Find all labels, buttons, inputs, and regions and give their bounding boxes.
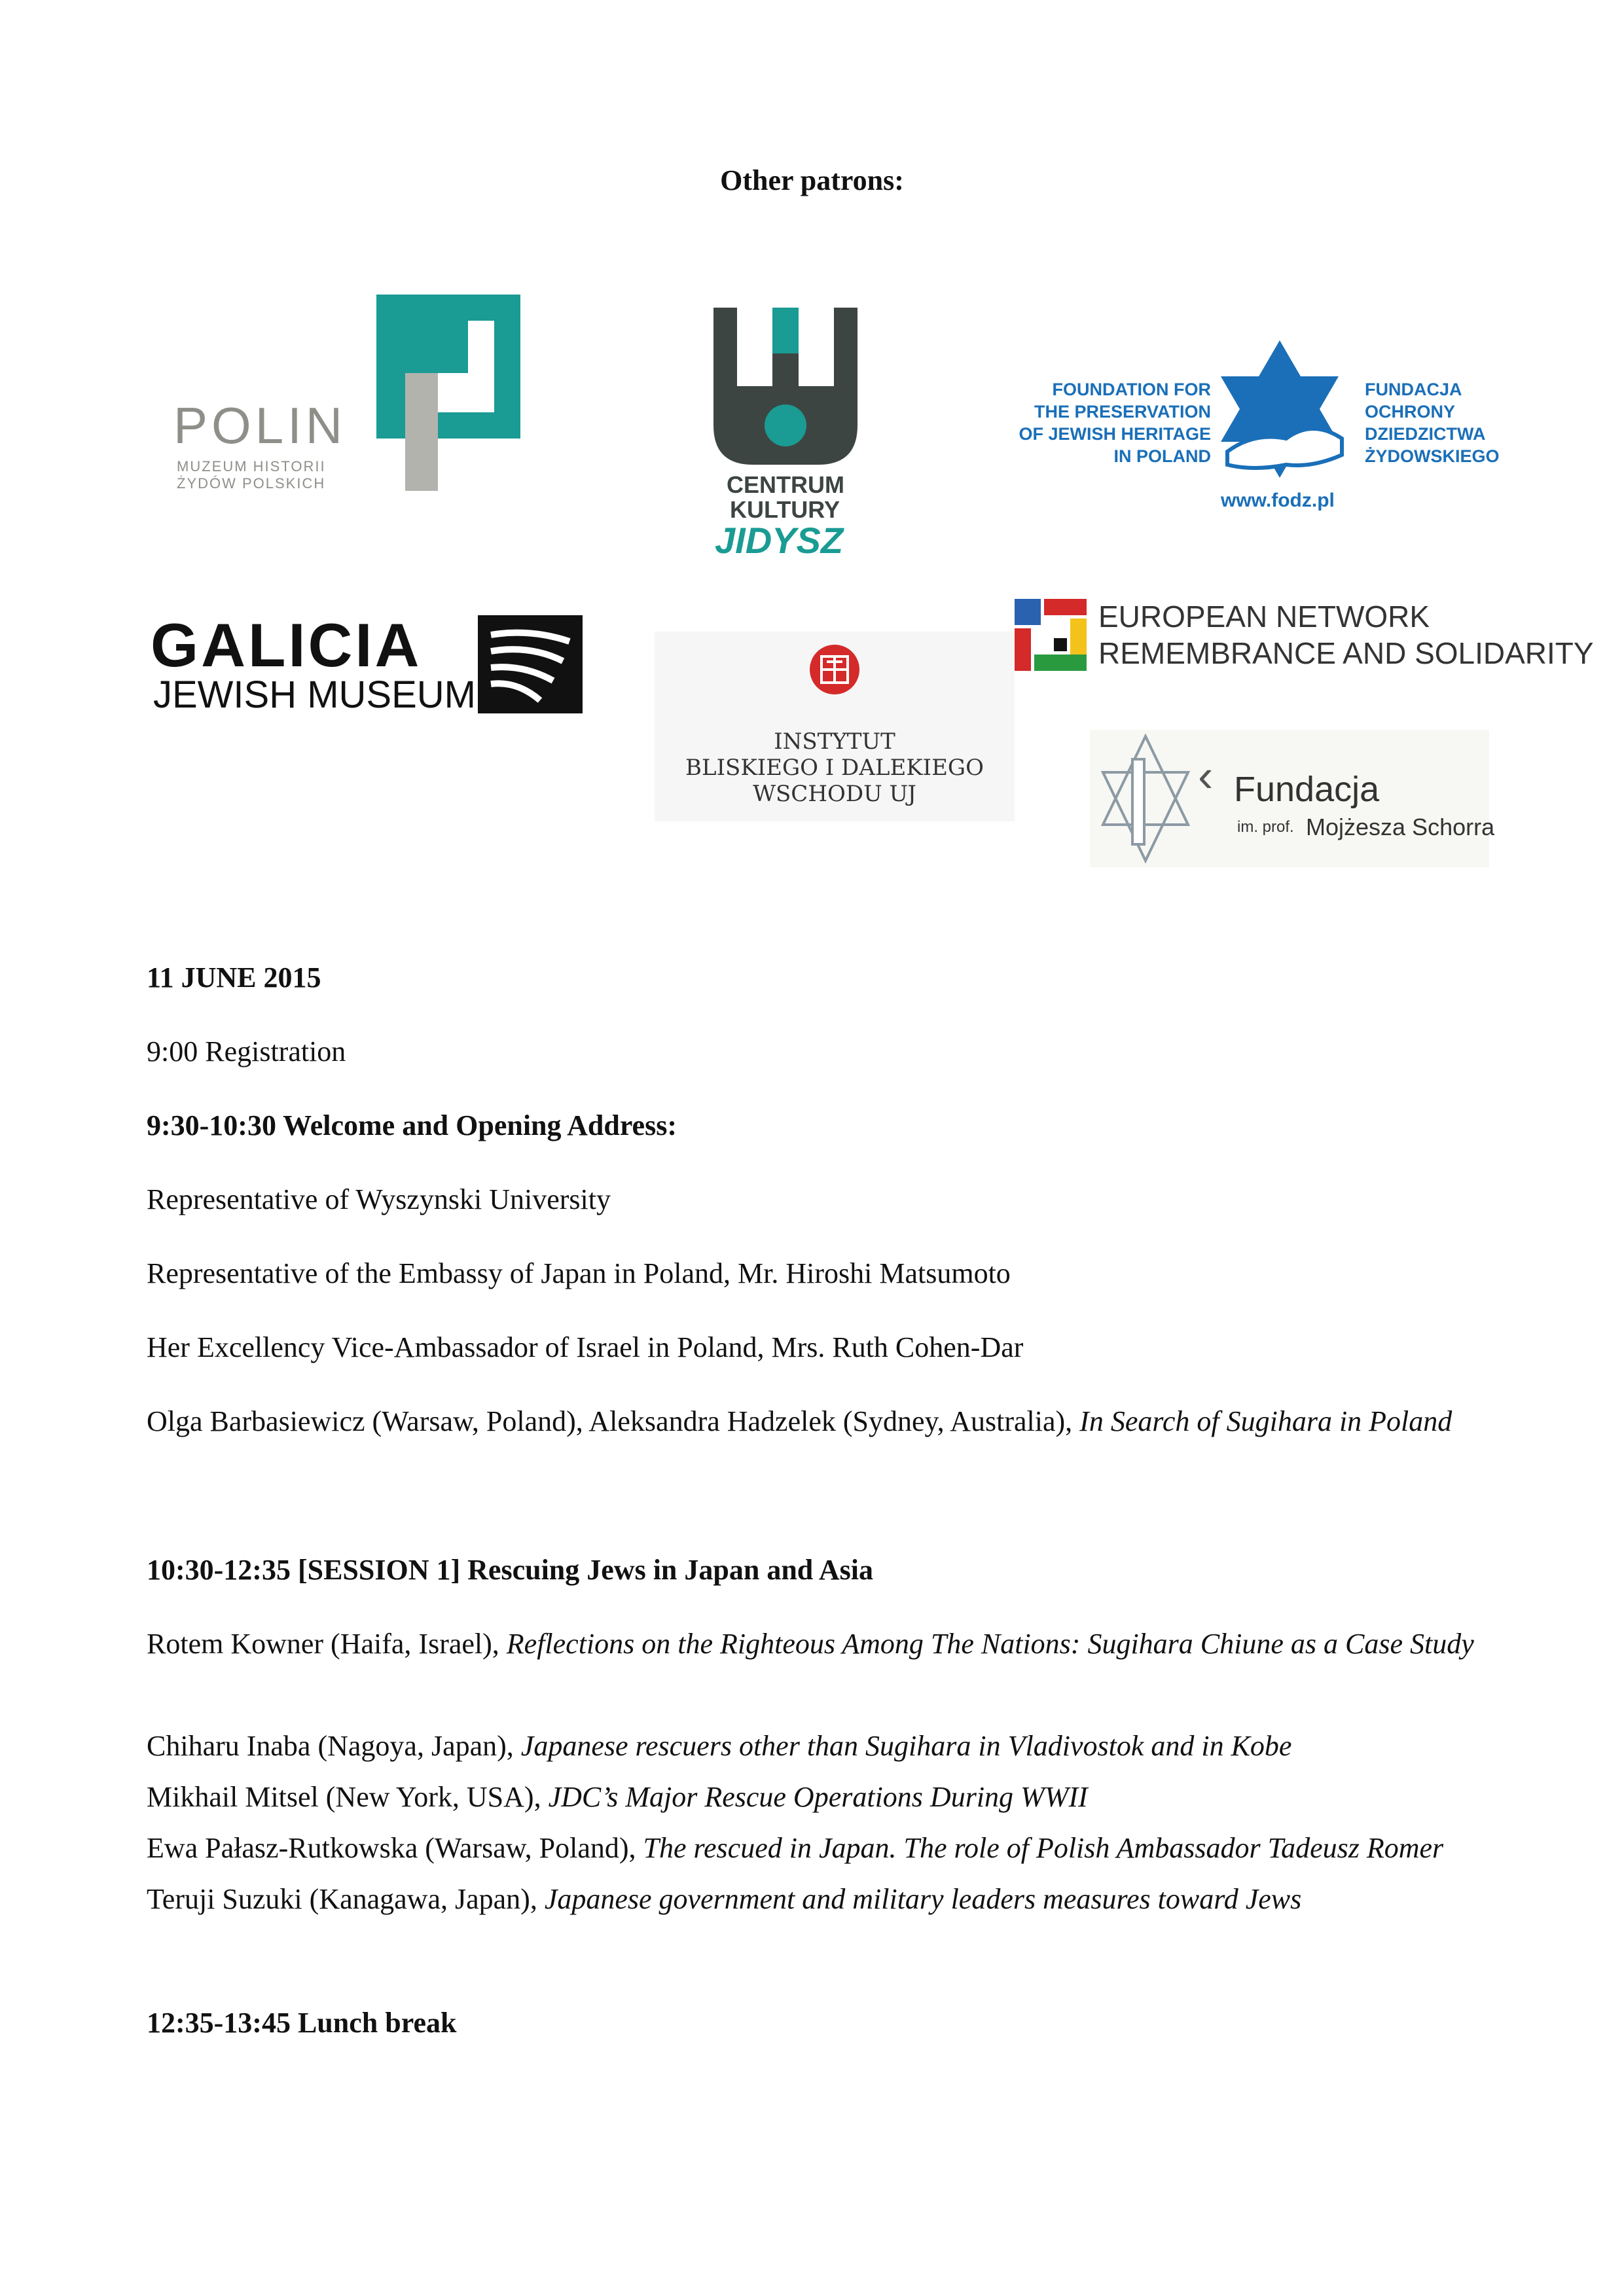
session1-talk [147,1874,1301,1925]
galicia-mark-icon [478,615,583,713]
fodz-left3: OF JEWISH HERITAGE [1019,424,1211,444]
jidysz-line3: JIDYSZ [715,520,844,561]
galicia-line1: GALICIA [151,611,422,679]
star-of-david-icon [1214,340,1345,484]
enrs-mark-icon [1015,599,1087,671]
instytut-seal-icon [810,645,859,694]
galicia-line2: JEWISH MUSEUM [153,673,476,716]
galicia-logo [151,611,583,726]
enrs-line2: REMEMBRANCE AND SOLIDARITY [1098,636,1594,670]
talk-speaker: Teruji Suzuki (Kanagawa, Japan), [147,1883,545,1915]
fodz-right4: ŻYDOWSKIEGO [1365,446,1500,466]
talk-speaker: Mikhail Mitsel (New York, USA), [147,1781,549,1813]
schorr-line2b: Mojżesza Schorra [1306,814,1495,840]
enrs-logo [1015,599,1594,677]
enrs-line1: EUROPEAN NETWORK [1098,600,1430,634]
schorr-chevron-icon: ‹ [1198,750,1214,801]
welcome-item-last [147,1396,1452,1447]
session1-talk [147,1721,1291,1772]
jidysz-line2: KULTURY [730,496,840,523]
jidysz-logo [713,308,857,563]
welcome-item: Representative of the Embassy of Japan in Poland, Mr. Hiroshi Matsumoto [147,1257,1011,1289]
welcome-last-speakers: Olga Barbasiewicz (Warsaw, Poland), Aleksandra Hadzelek (Sydney, Australia), [147,1405,1080,1437]
session1-heading: 10:30-12:35 [SESSION 1] Rescuing Jews in Japan and Asia [147,1554,873,1586]
instytut-line2: BLISKIEGO I DALEKIEGO [685,755,984,781]
instytut-line3: WSCHODU UJ [753,781,916,807]
talk-title: JDC’s Major Rescue Operations During WWII [548,1781,1088,1813]
lunch-heading: 12:35-13:45 Lunch break [147,2007,457,2039]
session1-talk [147,1772,1088,1823]
jidysz-line1: CENTRUM [727,471,844,498]
session1-talk [147,1823,1443,1874]
polin-sub1: MUZEUM HISTORII [177,458,326,475]
date-heading: 11 JUNE 2015 [147,961,321,994]
schorr-star-icon [1096,733,1195,864]
welcome-item: Representative of Wyszynski University [147,1183,611,1215]
fodz-url: www.fodz.pl [1221,490,1335,511]
polin-logo [173,295,527,491]
fodz-left2: THE PRESERVATION [1034,402,1211,422]
fodz-logo [995,340,1519,517]
fodz-left4: IN POLAND [1113,446,1211,466]
registration: 9:00 Registration [147,1035,346,1067]
welcome-last-title: In Search of Sugihara in Poland [1079,1405,1453,1437]
polin-sub2: ŻYDÓW POLSKICH [177,475,326,492]
talk-title: Reflections on the Righteous Among The Nations: Sugihara Chiune as a Case Study [506,1628,1474,1660]
instytut-logo [655,632,1015,821]
talk-title: Japanese rescuers other than Sugihara in Vladivostok and in Kobe [520,1730,1292,1762]
schorr-logo [1090,730,1495,867]
polin-name: POLIN [173,397,347,454]
fodz-left1: FOUNDATION FOR [1052,380,1211,399]
fodz-right1: FUNDACJA [1365,380,1462,399]
talk-title: The rescued in Japan. The role of Polish Ambassador Tadeusz Romer [643,1832,1444,1864]
schorr-line2a: im. prof. [1237,818,1294,836]
instytut-line1: INSTYTUT [774,728,895,755]
fodz-right2: OCHRONY [1365,402,1456,422]
talk-speaker: Ewa Pałasz-Rutkowska (Warsaw, Poland), [147,1832,643,1864]
jidysz-mark-icon [713,308,857,465]
fodz-right3: DZIEDZICTWA [1365,424,1486,444]
talk-speaker: Rotem Kowner (Haifa, Israel), [147,1628,507,1660]
welcome-item: Her Excellency Vice-Ambassador of Israel in Poland, Mrs. Ruth Cohen-Dar [147,1331,1024,1363]
session1-talk [147,1619,1516,1670]
talk-title: Japanese government and military leaders measures toward Jews [544,1883,1302,1915]
talk-speaker: Chiharu Inaba (Nagoya, Japan), [147,1730,521,1762]
page-title: Other patrons: [720,164,904,196]
welcome-heading: 9:30-10:30 Welcome and Opening Address: [147,1109,677,1141]
schorr-line1: Fundacja [1234,770,1380,809]
